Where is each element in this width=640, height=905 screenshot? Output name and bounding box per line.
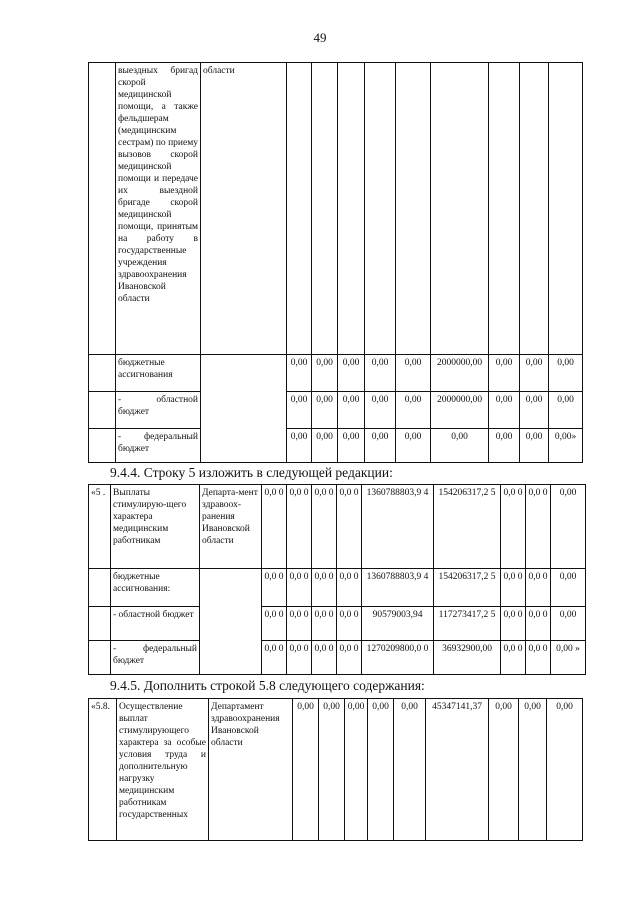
table-cell <box>89 641 111 675</box>
table-row <box>89 355 583 392</box>
table-cell <box>549 63 583 355</box>
table-cell <box>89 429 116 463</box>
table-cell: 0,00 <box>520 355 549 392</box>
table-cell: 2000000,00 <box>431 392 489 429</box>
table-continuation <box>88 62 583 463</box>
table-cell: 0,00 » <box>551 641 586 675</box>
table-row <box>89 63 583 355</box>
table-cell <box>338 63 365 355</box>
table-cell <box>200 569 262 675</box>
table-cell: 0,0 0 <box>526 641 551 675</box>
table-cell: 0,00 <box>338 355 365 392</box>
table-cell <box>89 392 116 429</box>
table-cell: 0,0 0 <box>526 569 551 607</box>
section-heading-9-4-5: 9.4.5. Дополнить строкой 5.8 следующего содержания: <box>110 678 425 693</box>
table-cell <box>89 355 116 392</box>
table-cell: 0,00 <box>489 392 520 429</box>
table-cell <box>201 355 287 463</box>
table-row <box>89 641 586 675</box>
table-cell <box>396 63 431 355</box>
table-cell: 90579003,94 <box>362 607 434 641</box>
table-cell: 0,00 <box>293 699 319 841</box>
table-cell: 0,00 <box>549 392 583 429</box>
table-cell: Осуществление выплат стимулирующего характера за особые условия труда и дополнительную нагрузку медицинским работникам государственных <box>117 699 209 841</box>
table-cell: 0,0 0 <box>287 569 312 607</box>
table-cell: 0,00 <box>312 392 338 429</box>
table-cell <box>287 63 312 355</box>
table-cell: 0,00 <box>312 429 338 463</box>
table-cell: 36932900,00 <box>434 641 501 675</box>
table-cell: 0,00 <box>547 699 583 841</box>
table-cell: 0,00 <box>368 699 394 841</box>
table-cell <box>89 569 111 607</box>
table-cell: - областной бюджет <box>111 607 200 641</box>
table-cell: 0,00 <box>287 392 312 429</box>
table-cell <box>431 63 489 355</box>
table-cell: 0,0 0 <box>337 607 362 641</box>
table-row <box>89 699 583 841</box>
table-cell: 0,00 <box>365 355 396 392</box>
table-cell: 0,00 <box>489 355 520 392</box>
table-cell: 0,0 0 <box>337 485 362 569</box>
table-cell: 0,00 <box>551 607 586 641</box>
table-cell: бюджетные ассигнования <box>116 355 201 392</box>
table-cell: 0,00 <box>287 429 312 463</box>
table-cell: 0,0 0 <box>337 569 362 607</box>
table-cell: 0,0 0 <box>262 607 287 641</box>
table-cell: 0,0 0 <box>312 641 337 675</box>
table-cell: 0,00 <box>396 392 431 429</box>
table-cell <box>89 63 116 355</box>
table-cell: 0,00 <box>365 429 396 463</box>
table-cell: 0,00 <box>489 429 520 463</box>
table-cell: 0,0 0 <box>501 607 526 641</box>
table-cell: 0,00 <box>319 699 345 841</box>
table-cell: 0,0 0 <box>287 641 312 675</box>
table-cell: 0,00 <box>551 485 586 569</box>
table-row <box>89 607 586 641</box>
table-cell: 154206317,2 5 <box>434 485 501 569</box>
table-cell: 1360788803,9 4 <box>362 569 434 607</box>
table-cell: 0,0 0 <box>287 485 312 569</box>
table-cell: 45347141,37 <box>426 699 489 841</box>
table-cell <box>89 607 111 641</box>
table-cell: 0,0 0 <box>501 569 526 607</box>
table-cell: 0,00» <box>549 429 583 463</box>
table-cell: 0,0 0 <box>312 607 337 641</box>
table-cell: 0,0 0 <box>262 641 287 675</box>
table-cell: 0,00 <box>520 392 549 429</box>
section-heading-9-4-4: 9.4.4. Строку 5 изложить в следующей редакции: <box>110 465 393 480</box>
table-cell: Департамент здравоохранения Ивановской области <box>209 699 293 841</box>
table-cell: «5 . <box>89 485 111 569</box>
table-row-5 <box>88 484 586 675</box>
table-cell: 0,00 <box>312 355 338 392</box>
table-cell: 0,00 <box>431 429 489 463</box>
table-cell: 0,00 <box>489 699 519 841</box>
table-cell: 0,00 <box>549 355 583 392</box>
table-cell: 117273417,2 5 <box>434 607 501 641</box>
table-cell: 0,00 <box>396 355 431 392</box>
page-number: 49 <box>313 30 327 45</box>
table-cell: 0,00 <box>519 699 547 841</box>
table-row-5-8 <box>88 698 583 841</box>
table-cell <box>489 63 520 355</box>
table-cell: 1270209800,0 0 <box>362 641 434 675</box>
table-cell: 0,0 0 <box>526 485 551 569</box>
table-cell: 0,00 <box>396 429 431 463</box>
table-cell: 0,00 <box>365 392 396 429</box>
table-row <box>89 392 583 429</box>
table-cell: 0,00 <box>338 392 365 429</box>
table-cell: 0,0 0 <box>312 485 337 569</box>
table-cell: 0,00 <box>394 699 426 841</box>
table-row <box>89 569 586 607</box>
table-cell: 0,00 <box>338 429 365 463</box>
table-cell <box>520 63 549 355</box>
table-cell: 0,00 <box>551 569 586 607</box>
table-cell: 0,0 0 <box>337 641 362 675</box>
table-cell: 1360788803,9 4 <box>362 485 434 569</box>
table-row <box>89 485 586 569</box>
table-cell: 2000000,00 <box>431 355 489 392</box>
table-cell: 0,0 0 <box>501 485 526 569</box>
table-cell: 0,0 0 <box>287 607 312 641</box>
table-cell: 0,00 <box>345 699 368 841</box>
table-cell: 0,0 0 <box>262 569 287 607</box>
table-cell: - федеральный бюджет <box>111 641 200 675</box>
table-row <box>89 429 583 463</box>
table-cell: выездных бригад скорой медицинской помощи, а также фельдшерам (медицинским сестрам) по приему вызовов скорой медицинской помощи и передаче их выездной бригаде скорой медицинской помощи, принятым на работу в государственные учреждения здравоохранения Ивановской области <box>116 63 201 355</box>
table-cell: Выплаты стимулирую-щего характера медицинским работникам <box>111 485 200 569</box>
table-cell: 154206317,2 5 <box>434 569 501 607</box>
table-cell: бюджетные ассигнования: <box>111 569 200 607</box>
table-cell: - федеральный бюджет <box>116 429 201 463</box>
table-cell: Департа-мент здравоох-ранения Ивановской области <box>200 485 262 569</box>
table-cell: 0,0 0 <box>262 485 287 569</box>
table-cell: - областной бюджет <box>116 392 201 429</box>
table-cell: 0,0 0 <box>312 569 337 607</box>
table-cell <box>365 63 396 355</box>
table-cell: 0,0 0 <box>501 641 526 675</box>
table-cell: области <box>201 63 287 355</box>
table-cell <box>312 63 338 355</box>
table-cell: «5.8. <box>89 699 117 841</box>
table-cell: 0,00 <box>287 355 312 392</box>
table-cell: 0,0 0 <box>526 607 551 641</box>
table-cell: 0,00 <box>520 429 549 463</box>
